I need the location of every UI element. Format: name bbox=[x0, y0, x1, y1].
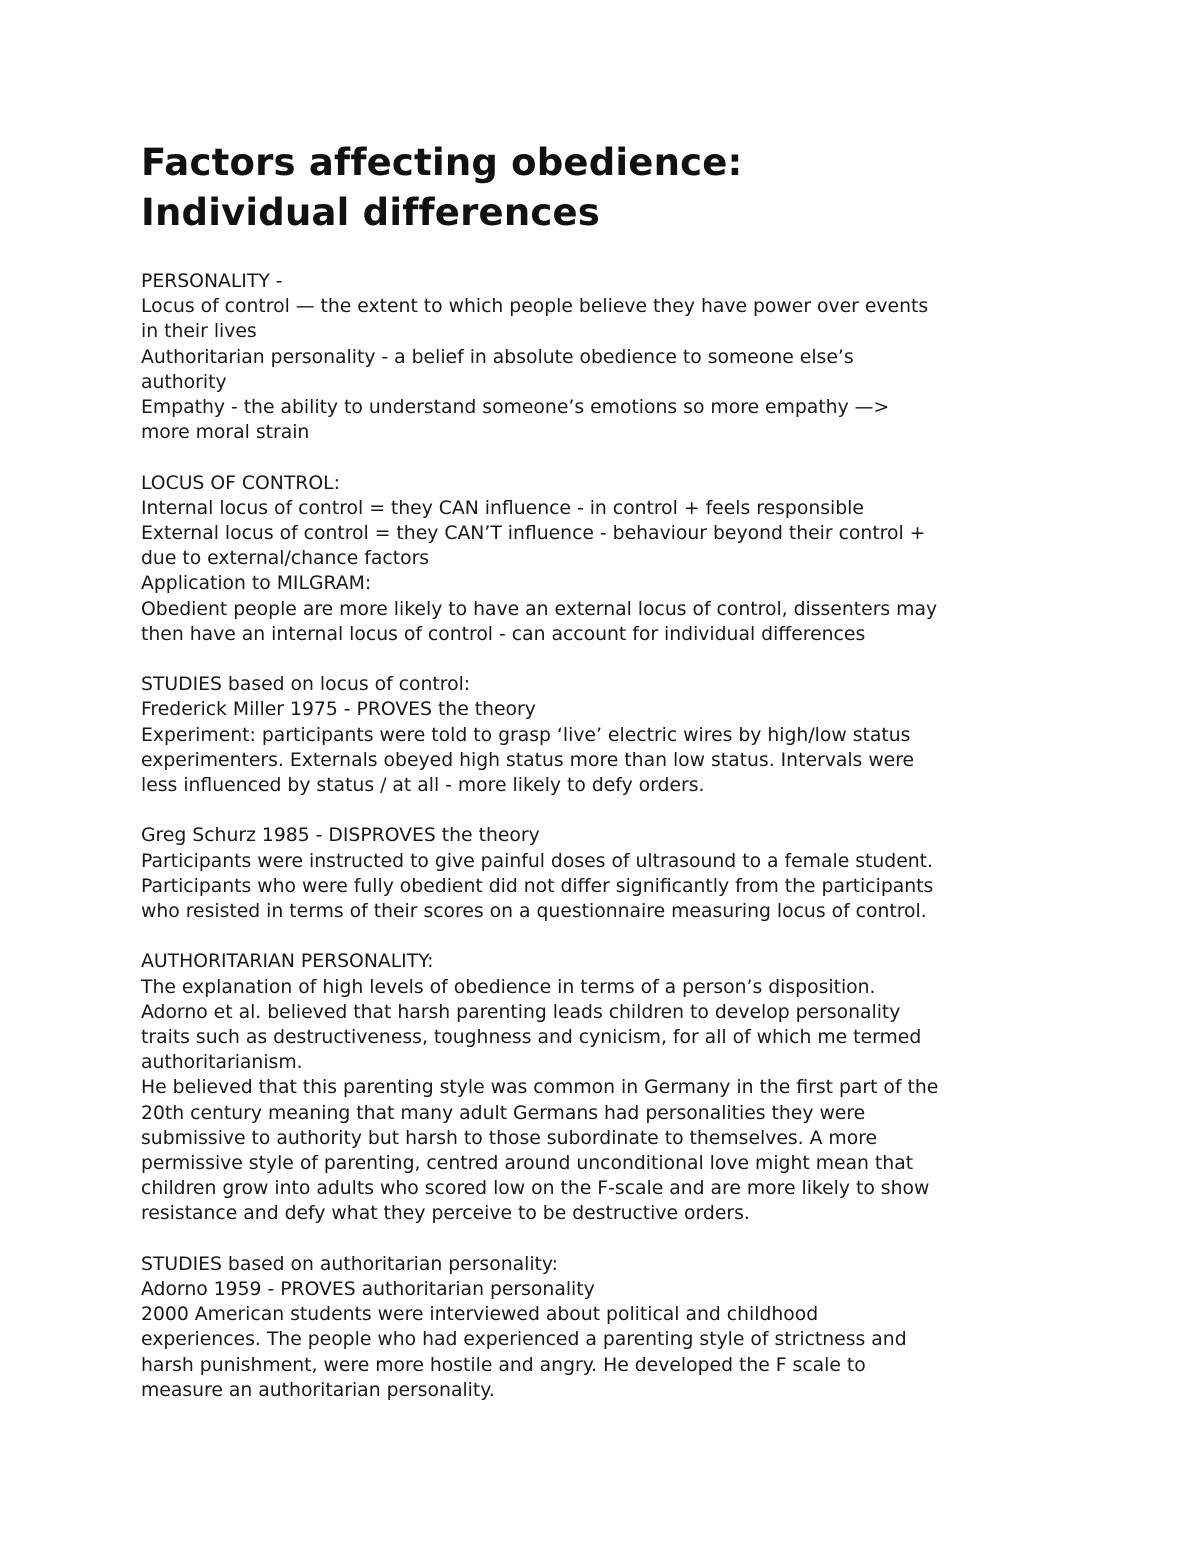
text-line: submissive to authority but harsh to those subordinate to themselves. A more bbox=[141, 1127, 878, 1149]
text-line: Obedient people are more likely to have an external locus of control, dissenters may bbox=[141, 598, 938, 620]
text-line: authoritarianism. bbox=[141, 1052, 303, 1074]
text-line: experiences. The people who had experienced a parenting style of strictness and bbox=[141, 1329, 907, 1351]
text-line: He believed that this parenting style was common in Germany in the first part of the bbox=[141, 1077, 939, 1099]
text-line: Experiment: participants were told to grasp ‘live’ electric wires by high/low status bbox=[141, 724, 911, 746]
text-line: authority bbox=[141, 371, 227, 393]
paragraph-break bbox=[141, 647, 1081, 672]
text-line: Authoritarian personality - a belief in absolute obedience to someone else’s bbox=[141, 346, 854, 368]
document-page bbox=[141, 138, 1081, 1403]
text-line: PERSONALITY - bbox=[141, 271, 283, 292]
text-line: Adorno 1959 - PROVES authoritarian personality bbox=[141, 1279, 595, 1301]
text-line: measure an authoritarian personality. bbox=[141, 1379, 495, 1401]
text-line: resistance and defy what they perceive to be destructive orders. bbox=[141, 1203, 750, 1225]
text-line: Adorno et al. believed that harsh parenting leads children to develop personality bbox=[141, 1001, 901, 1023]
title-line-1: Factors affecting obedience: bbox=[141, 141, 743, 184]
text-line: in their lives bbox=[141, 321, 257, 343]
paragraph-break bbox=[141, 924, 1081, 949]
text-line: permissive style of parenting, centred around unconditional love might mean that bbox=[141, 1153, 914, 1175]
text-line: AUTHORITARIAN PERSONALITY: bbox=[141, 951, 434, 973]
paragraph-break bbox=[141, 1227, 1081, 1252]
document-body bbox=[141, 269, 1081, 1403]
text-line: Locus of control — the extent to which people believe they have power over events bbox=[141, 296, 929, 318]
text-line: Empathy - the ability to understand someone’s emotions so more empathy —> bbox=[141, 397, 890, 419]
text-line: experimenters. Externals obeyed high status more than low status. Intervals were bbox=[141, 749, 915, 771]
title-line-2: Individual differences bbox=[141, 191, 601, 234]
text-line: Internal locus of control = they CAN influence - in control + feels responsible bbox=[141, 497, 864, 519]
text-line: less influenced by status / at all - more likely to defy orders. bbox=[141, 775, 705, 797]
document-title bbox=[141, 138, 1081, 238]
text-line: more moral strain bbox=[141, 422, 310, 444]
text-line: STUDIES based on authoritarian personality: bbox=[141, 1253, 558, 1275]
text-line: Greg Schurz 1985 - DISPROVES the theory bbox=[141, 825, 540, 847]
text-line: Frederick Miller 1975 - PROVES the theory bbox=[141, 699, 536, 721]
text-line: External locus of control = they CAN’T influence - behaviour beyond their control + bbox=[141, 523, 926, 545]
text-line: who resisted in terms of their scores on a questionnaire measuring locus of control. bbox=[141, 901, 927, 923]
text-line: Participants were instructed to give painful doses of ultrasound to a female student. bbox=[141, 850, 933, 872]
text-line: STUDIES based on locus of control: bbox=[141, 674, 471, 696]
paragraph-break bbox=[141, 798, 1081, 823]
text-line: 2000 American students were interviewed about political and childhood bbox=[141, 1304, 819, 1326]
text-line: The explanation of high levels of obedience in terms of a person’s disposition. bbox=[141, 976, 876, 998]
text-line: Participants who were fully obedient did not differ significantly from the participants bbox=[141, 875, 934, 897]
text-line: harsh punishment, were more hostile and angry. He developed the F scale to bbox=[141, 1354, 866, 1376]
text-line: then have an internal locus of control - can account for individual differences bbox=[141, 623, 866, 645]
text-line: traits such as destructiveness, toughness and cynicism, for all of which me termed bbox=[141, 1027, 922, 1049]
text-line: LOCUS OF CONTROL: bbox=[141, 472, 340, 494]
text-line: children grow into adults who scored low on the F-scale and are more likely to show bbox=[141, 1178, 930, 1200]
paragraph-break bbox=[141, 445, 1081, 470]
text-line: due to external/chance factors bbox=[141, 548, 430, 570]
text-line: 20th century meaning that many adult Germans had personalities they were bbox=[141, 1102, 866, 1124]
text-line: Application to MILGRAM: bbox=[141, 573, 372, 595]
